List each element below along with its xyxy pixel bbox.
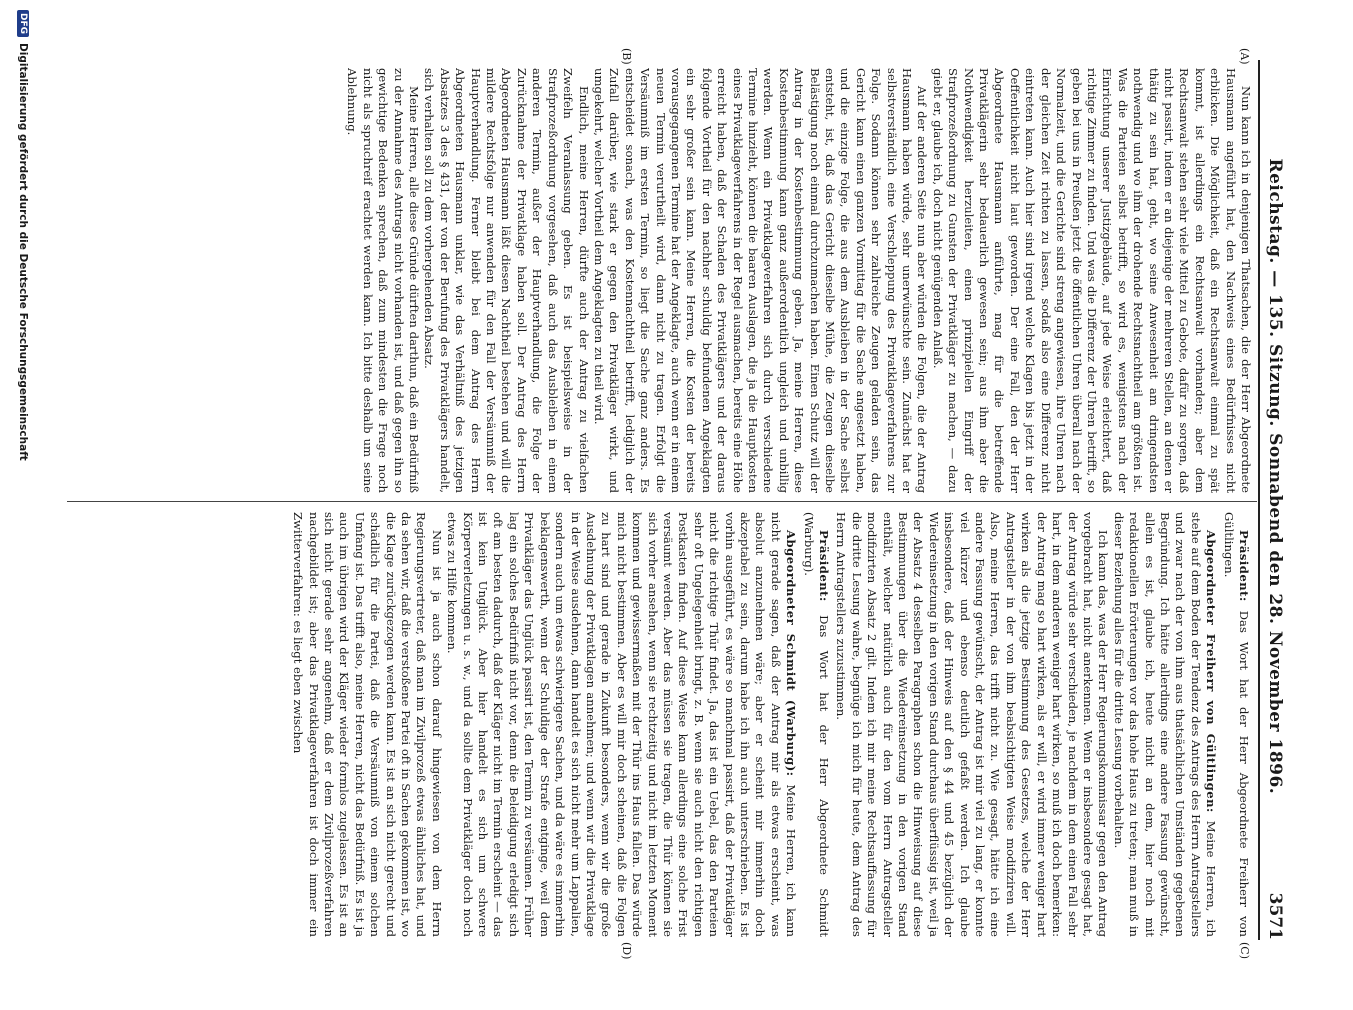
speaker-paragraph <box>444 512 798 937</box>
speech-text: Meine Herren, ich stehe auf dem Boden der Tendenz des Antrags des Herrn Antragstellers und zwar nach der von ihm aus thatsächlichen Umständen gegebenen Begründung. Ich hätte allerdings eine andere Fassung gewünscht, allein es ist, glaube ich, heute nicht an dem, hier noch mit redaktionellen Erörterungen vor das hohe Haus zu treten; man muß in dieser Beziehung alles für die dritte Lesung vorbehalten. <box>1111 512 1219 937</box>
paragraph: Auf der anderen Seite nun aber würden die Folgen, die der Antrag Hausmann haben würde, sehr unerwünschte sein. Zunächst hat er selbstverständlich eine Verschleppung des Privatklageverfahrens zur Folge. Sodann können sehr zahlreiche Zeugen geladen sein, das Gericht kann einen ganzen Vormittag für die Sache angesetzt haben, und die einzige Folge, die aus dem Ausbleiben in der Sache selbst entsteht, ist, daß das Gericht dieselbe Mühe, die Zeugen dieselbe Belästigung noch einmal durchzumachen haben. Einen Schutz will der Antrag in der Kostenbestimmung geben. Ja, meine Herren, diese Kostenbestimmung kann ganz außerordentlich ungleich und unbillig werden. Wenn ein Privatklageverfahren sich durch verschiedene Termine hinzieht, können die baaren Auslagen, die ja die Hauptkosten eines Privatklageverfahrens in der Regel ausmachen, bereits eine Höhe erreicht haben, daß der Schaden des Privatklägers und der daraus folgende Vortheil für den nachher schuldig befundenen Angeklagten ein sehr großer sein kann. Meine Herren, die Kosten der bereits vorausgegangenen Termine hat der Angeklagte, auch wenn er in einem neuen Termin verurtheilt wird, dann nicht zu tragen. Erfolgt die Versäumniß im ersten Termin, so liegt die Sache ganz anders. Es entscheidet sonach, was den Kostennachtheil betrifft, lediglich der Zufall darüber, wie stark er gegen den Privatkläger wirkt, und umgekehrt, welcher Vortheil dem Angeklagten zu theil wird. <box>591 68 930 493</box>
paragraph: Meine Herren, alle diese Gründe dürften darthun, daß ein Bedürfniß zu der Annahme des Antrags nicht vorhanden ist, und daß gegen ihn so gewichtige Bedenken sprechen, daß zum mindesten die Frage noch nicht als spruchreif erachtet werden kann. Ich bitte deshalb um seine Ablehnung. <box>345 68 422 493</box>
paragraph: Ich kann das, was der Herr Regierungskommissar gegen den Antrag vorgebracht hat, nicht anerkennen. Wenn er insbesondere gesagt hat, der Antrag würde sehr verschieden, je nachdem in dem einen Fall sehr hart, in dem anderen weniger hart wirken, so muß ich doch bemerken: der Antrag mag so hart wirken, als er will, er wird immer weniger hart wirken als die jetzige Bestimmung des Gesetzes, welche der Herr Antragsteller in der von ihm beabsichtigten Weise modifiziren will. Also, meine Herren, das trifft nicht zu. Wie gesagt, hätte ich eine andere Fassung gewünscht, der Antrag ist mir viel zu lang, er konnte viel kürzer und ebenso deutlich gefaßt werden. Ich glaube insbesondere, daß der Hinweis auf den § 44 und 45 bezüglich der Wiedereinsetzung in den vorigen Stand durchaus überflüssig ist, weil ja der Absatz 4 desselben Paragraphen schon die Hinweisung auf diese Bestimmungen über die Wiedereinsetzung in den vorigen Stand enthält, welcher natürlich auch für den vom Herrn Antragsteller modifizirten Absatz 2 gilt. Indem ich mir meine Rechtsauffassung für die dritte Lesung wahre, begnüge ich mich für heute, dem Antrag des Herrn Antragstellers zuzustimmen. <box>834 512 1111 937</box>
speaker-name: Abgeordneter Schmidt (Warburg): <box>784 530 799 777</box>
paragraph: Endlich, meine Herren, dürfte auch der Antrag zu vielfachen Zweifeln Veranlassung geben. Es ist beispielsweise in der Strafprozeßordnung vorgesehen, daß auch das Ausbleiben in einem anderen Termin, außer der Hauptverhandlung, die Folge der Zurücknahme der Privatklage haben soll. Der Antrag des Herrn Abgeordneten Hausmann läßt diesen Nachtheil bestehen und will die mildere Rechtsfolge nur anwenden für den Fall der Versäumniß der Hauptverhandlung. Ferner bleibt bei dem Antrag des Herrn Abgeordneten Hausmann unklar, wie das Verhältniß des jetzigen Absatzes 3 des § 431, der von der Berufung des Privatklägers handelt, sich verhalten soll zu dem vorhergehenden Absatz. <box>422 68 591 493</box>
speech-text: Das Wort hat der Herr Abgeordnete Schmidt (Warburg). <box>801 512 832 937</box>
margin-marker-c: (C) <box>1238 942 1251 959</box>
margin-marker-a: (A) <box>1238 48 1251 65</box>
header-rule <box>1258 60 1260 940</box>
paragraph: Nun kann ich in denjenigen Thatsachen, die der Herr Abgeordnete Hausmann angeführt hat, den Nachweis eines Bedürfnisses nicht erblicken. Die Möglichkeit, daß ein Rechtsanwalt einmal zu spät kommt, ist allerdings ein Rechtsanwalt vorhanden; aber dem Rechtsanwalt stehen sehr viele Mittel zu Gebote, dafür zu sorgen, daß nicht passirt, indem er an diejenige der mehreren Stellen, an denen er thätig zu sein hat, geht, wo seine Anwesenheit am dringendsten nothwendig und wo ihm der drohende Rechtsnachtheil am größten ist. Was die Parteien selbst betrifft, so wird es, wenigstens nach der Einrichtung unserer Justizgebäude, auf jede Weise erleichtert, daß richtige Zimmer zu finden. Und was die Differenz der Uhren betrifft, so geben bei uns in Preußen jetzt die öffentlichen Uhren überall nach der Normalzeit, und die Gerichte sind streng angewiesen, ihre Uhren nach der gleichen Zeit richten zu lassen, sodaß also eine Differenz nicht eintreten kann. Auch hier sind irgend welche Klagen bis jetzt in der Oeffentlichkeit nicht laut geworden. Der eine Fall, den der Herr Abgeordnete Hausmann anführte, mag für die betreffende Privatklägerin sehr bedauerlich gewesen sein; aus ihm aber die Nothwendigkeit herzuleiten, einen prinzipiellen Eingriff der Strafprozeßordnung zu Gunsten der Privatkläger zu machen, — dazu giebt er, glaube ich, doch nicht genügenden Anlaß. <box>930 68 1253 493</box>
running-head: Reichstag. — 135. Sitzung. Sonnabend den 28. November 1896. <box>1265 158 1285 795</box>
speaker-name: Präsident: <box>1237 530 1251 602</box>
speaker-name: Abgeordneter Freiherr von Gültlingen: <box>1204 530 1219 813</box>
speaker-name: Präsident: <box>817 530 832 602</box>
left-column <box>73 68 1253 493</box>
margin-marker-b: (B) <box>620 48 633 65</box>
speaker-paragraph <box>800 512 831 937</box>
page-number: 3571 <box>1265 892 1285 940</box>
speech-text: Das Wort hat der Herr Abgeordnete Freiherr von Gültlingen. <box>1221 512 1251 937</box>
column-divider <box>67 501 1257 502</box>
dfg-logo: DFG <box>17 10 29 37</box>
speaker-paragraph <box>1220 512 1251 937</box>
speaker-paragraph <box>1110 512 1218 937</box>
page-header <box>1262 60 1288 940</box>
paragraph: Nun ist ja auch schon darauf hingewiesen von dem Herrn Regierungsvertreter, daß man im Zivilprozeß etwas ähnliches hat, und da sehen wir, daß die verstoßene Partei oft in Sachen gekommen ist, wo die Klage zurückgezogen werden kann. Es ist an sich nicht gerecht und schädlich für die Partei, daß die Versäumniß von einem solchen Umfang ist. Das trifft also, meine Herren, nicht das Bedürfniß. Es ist ja auch im übrigen wird der Kläger wieder formlos zugelassen. Es ist an sich nicht gerade sehr angenehm, daß er dem Zivilprozeßverfahren nachgebildet ist; aber das Privatklageverfahren ist doch immer ein Zwitterverfahren: es liegt eben zwischen <box>291 512 444 937</box>
margin-marker-d: (D) <box>620 942 633 960</box>
speech-text: Meine Herren, ich kann nicht gerade sagen, daß der Antrag mir als etwas erscheint, was absolut anzunehmen wäre; aber er scheint mir immerhin doch akzeptabel zu sein, darum habe ich ihn auch unterschrieben. Es ist vorhin ausgeführt, es wäre so manchmal passirt, daß der Privatkläger nicht die richtige Thür findet. Ja, das ist ein Uebel, das den Parteien sehr oft Ungelegenheit bringt, z. B. wenn sie auch nicht den richtigen Postkasten finden. Auf diese Weise kann allerdings eine solche Frist versäumt werden. Aber das müssen sie tragen, die Thür können sie sich vorher ansehen, wenn sie rechtzeitig und nicht im letzten Moment kommen und gewissermaßen mit der Thür ins Haus fallen. Das würde mich nicht bestimmen. Aber es will mir doch scheinen, daß die Folgen zu hart sind und gerade in Zukunft besonders, wenn wir die große Ausdehnung der Privatklagen annehmen; und wenn wir die Privatklage in der Weise ausdehnen, dann handelt es sich nicht mehr um Lappalien, sondern auch um etwas schwierigere Sachen, und da wäre es immerhin beklagenswerth, wenn der Schuldige der Strafe entginge, weil dem Privatkläger das Unglück passirt ist, den Termin zu versäumen. Früher lag ein solches Bedürfniß nicht vor, denn die Beleidigung erledigt sich oft am besten dadurch, daß der Kläger nicht im Termin erscheint — das ist kein Unglück. Aber hier handelt es sich um schwere Körperverletzungen u. s. w., und da sollte dem Privatkläger doch noch etwas zu Hilfe kommen. <box>445 512 799 937</box>
footer-credit: Digitalisierung gefördert durch die Deutsche Forschungsgemeinschaft <box>17 43 29 461</box>
right-column <box>73 512 1253 937</box>
footer <box>13 0 33 1010</box>
